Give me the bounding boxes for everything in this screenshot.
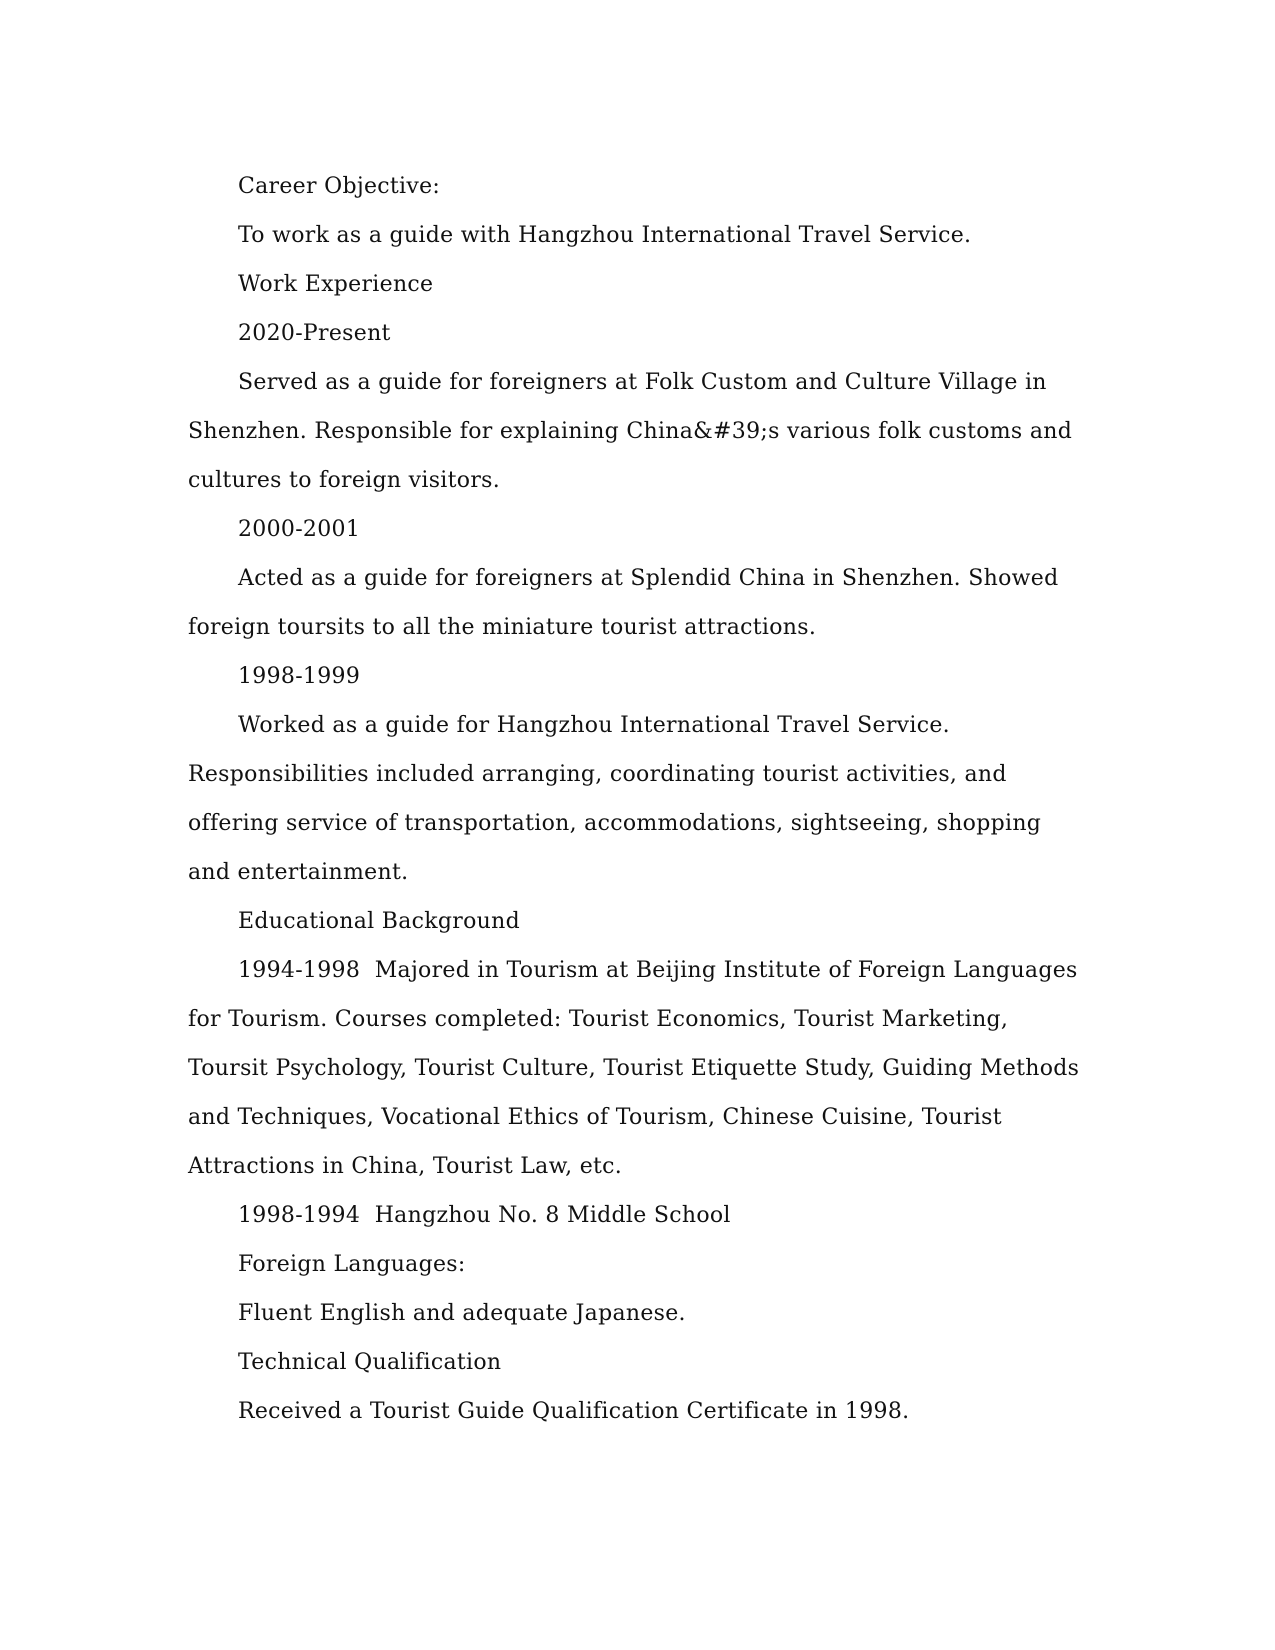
work-period-2000: 2000-2001: [238, 517, 361, 542]
work-period-2020: 2020-Present: [238, 321, 391, 346]
section-heading-foreign-languages: Foreign Languages:: [238, 1252, 466, 1277]
resume-body: [188, 162, 1088, 1436]
section-heading-education: Educational Background: [238, 909, 520, 934]
technical-qualification-text: Received a Tourist Guide Qualification Certificate in 1998.: [238, 1399, 910, 1424]
work-description-splendid-china: Acted as a guide for foreigners at Splendid China in Shenzhen. Showed foreign toursits to all the miniature tourist attractions.: [188, 566, 1059, 640]
career-objective-text: To work as a guide with Hangzhou International Travel Service.: [238, 223, 972, 248]
section-heading-work-experience: Work Experience: [238, 272, 434, 297]
section-heading-career-objective: Career Objective:: [238, 174, 441, 199]
work-description-folk-village: Served as a guide for foreigners at Folk Custom and Culture Village in Shenzhen. Responsible for explaining China&#39;s various folk customs and cultures to foreign visitors.: [188, 370, 1073, 493]
work-period-1998: 1998-1999: [238, 664, 361, 689]
education-university: 1994-1998 Majored in Tourism at Beijing Institute of Foreign Languages for Tourism. Courses completed: Tourist Economics, Tourist Marketing, Toursit Psychology, Tourist Culture, Tourist Etiquette Study, Guiding Methods and Techniques, Vocational Ethics of Tourism, Chinese Cuisine, Tourist Attractions in China, Tourist Law, etc.: [188, 958, 1087, 1179]
section-heading-technical-qualification: Technical Qualification: [238, 1350, 502, 1375]
foreign-languages-text: Fluent English and adequate Japanese.: [238, 1301, 686, 1326]
work-description-hangzhou-travel: Worked as a guide for Hangzhou International Travel Service. Responsibilities included arranging, coordinating tourist activities, and offering service of transportation, accommodations, sightseeing, shopping and entertainment.: [188, 713, 1042, 885]
education-middle-school: 1998-1994 Hangzhou No. 8 Middle School: [238, 1203, 731, 1228]
